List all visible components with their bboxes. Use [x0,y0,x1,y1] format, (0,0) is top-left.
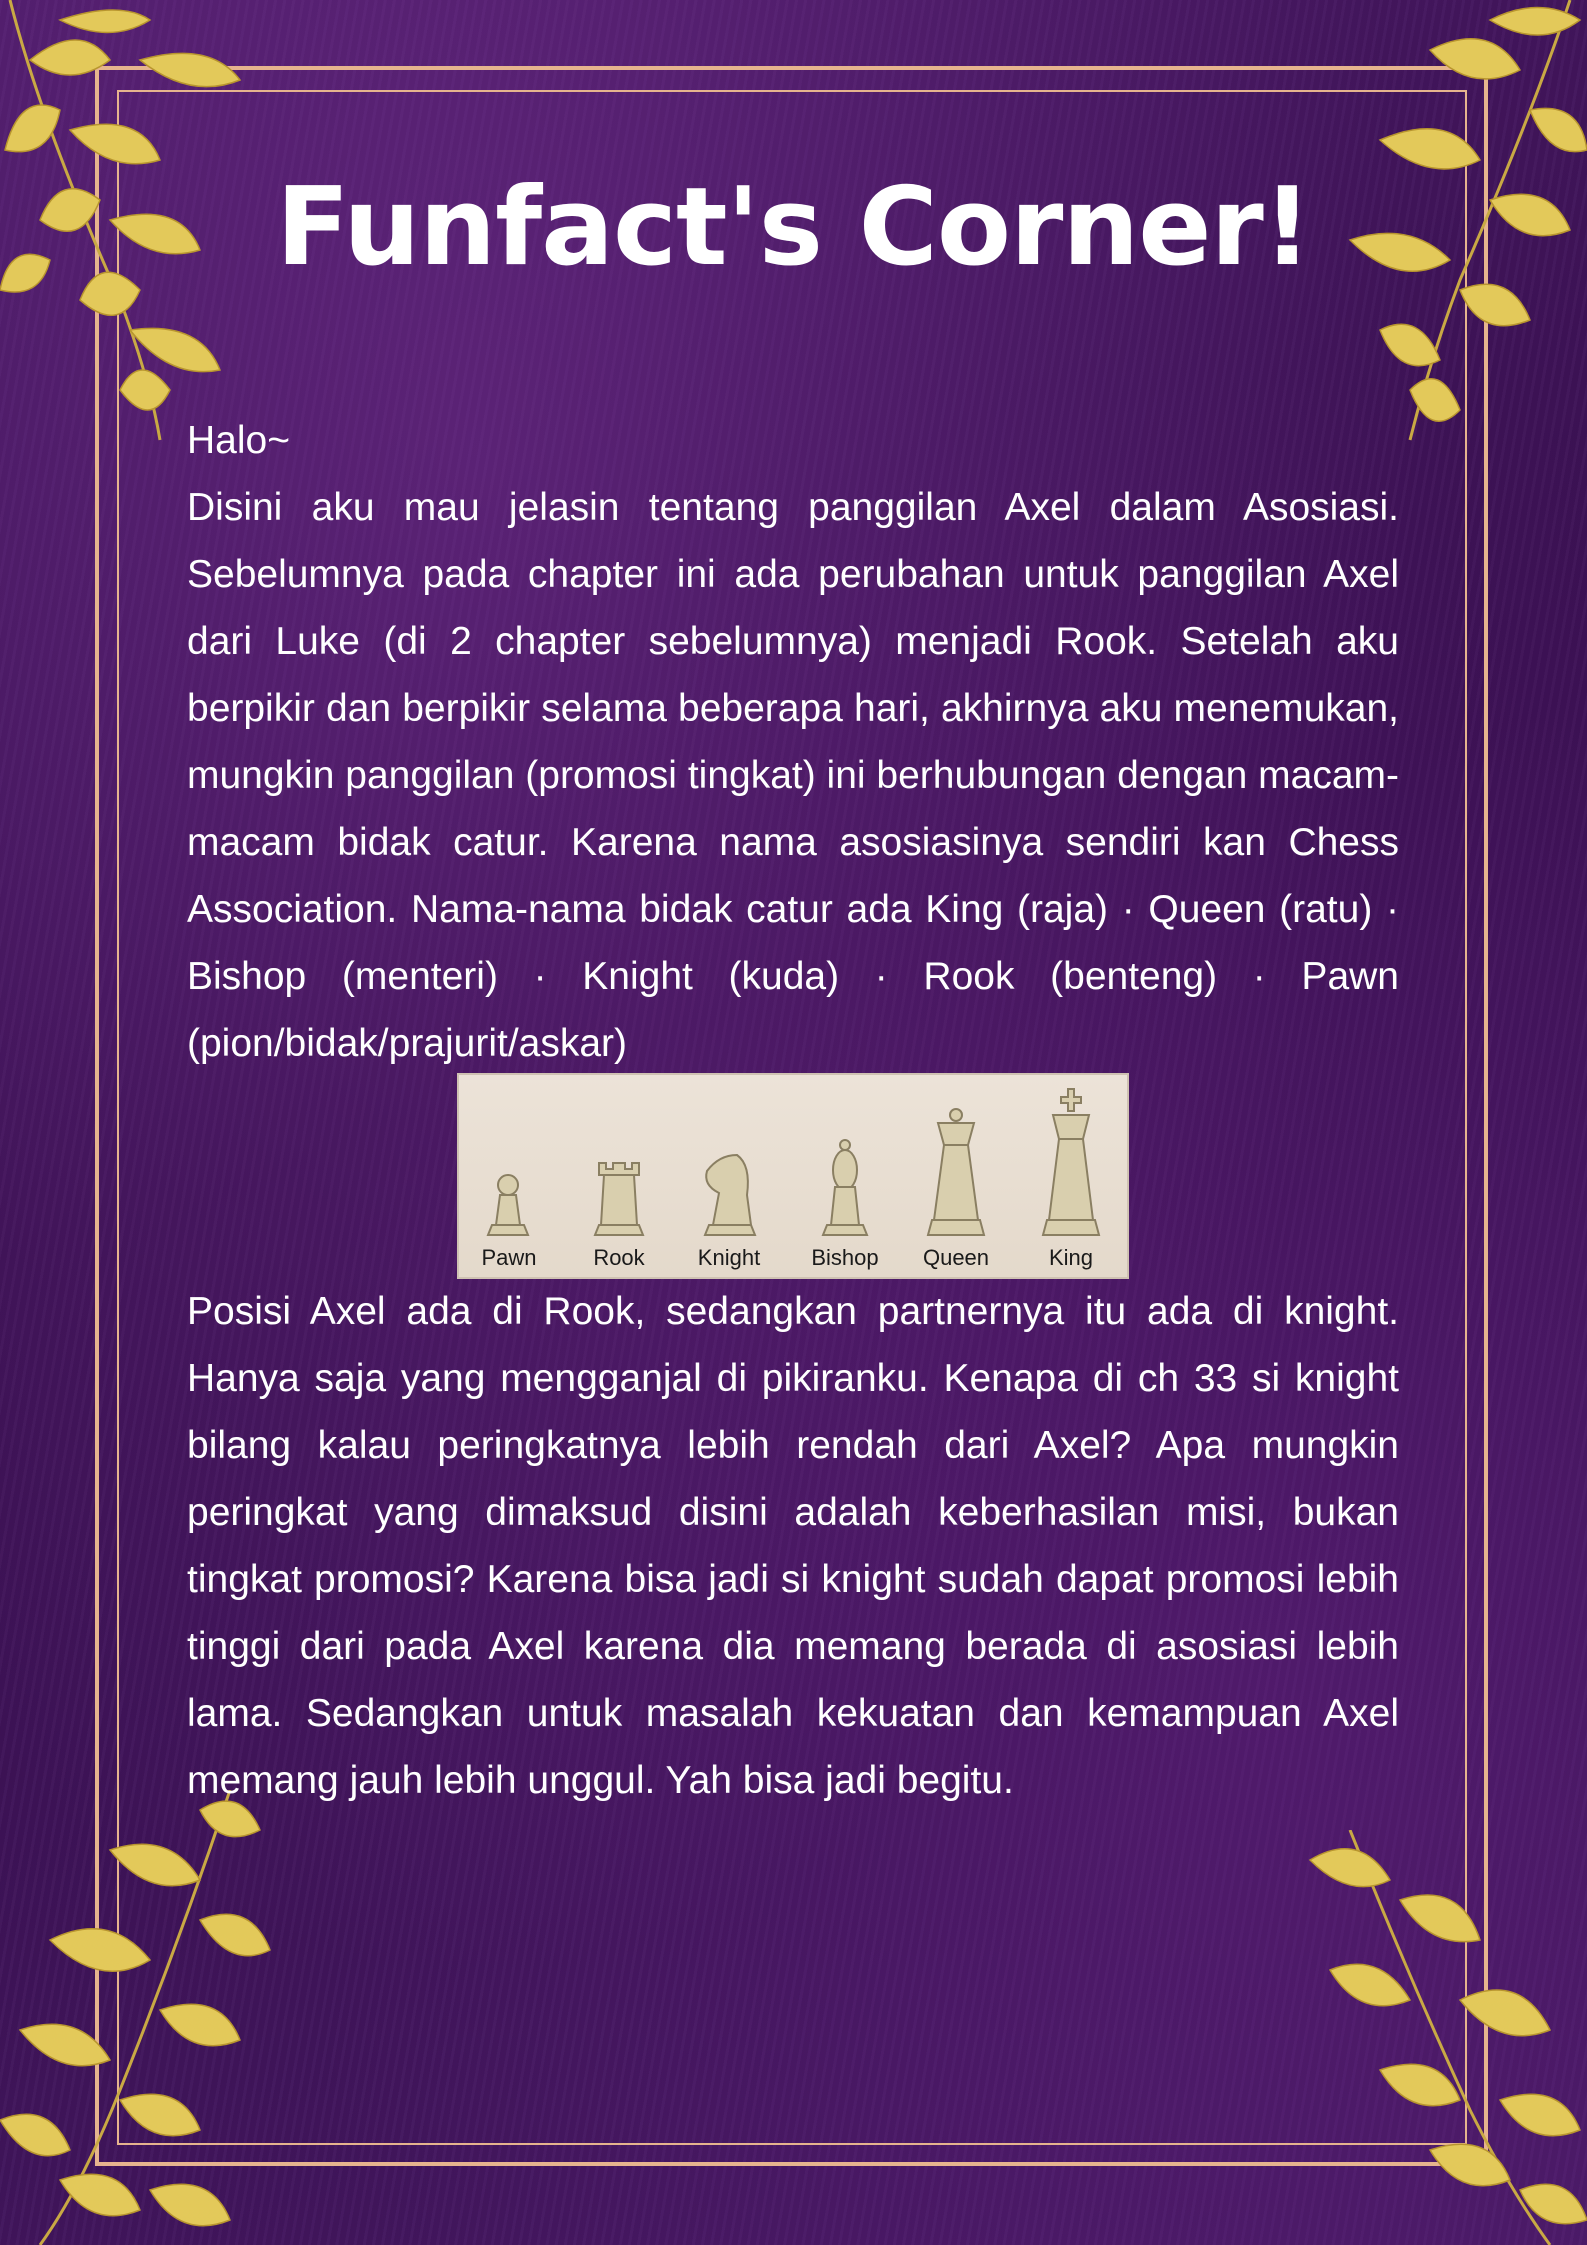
knight-piece [705,1155,755,1235]
rook-piece [595,1163,643,1235]
piece-label-rook: Rook [593,1245,645,1270]
piece-label-pawn: Pawn [481,1245,537,1270]
bottom-left-leaves-decoration [0,1790,300,2245]
paragraph-intro: Disini aku mau jelasin tentang panggilan Axel dalam Asosiasi. Sebelumnya pada chapter ini ada perubahan untuk panggilan Axel dari Luke (di 2 chapter sebelumnya) menjadi Rook. Setelah aku berpikir dan berpikir selama beberapa hari, akhirnya aku menemukan, mungkin panggilan (promosi tingkat) ini berhubungan dengan macam-macam bidak catur. Karena nama asosiasinya sendiri kan Chess Association. Nama-nama bidak catur ada King (raja) · Queen (ratu) · Bishop (menteri) · Knight (kuda) · Rook (benteng) · Pawn (pion/bidak/prajurit/askar) [187,486,1399,1065]
greeting-text: Halo~ [187,419,290,462]
queen-piece [928,1109,984,1235]
page-title: Funfact's Corner! [276,165,1311,290]
piece-label-king: King [1048,1245,1094,1270]
chess-piece-labels [459,1245,1127,1275]
paragraph-explanation: Posisi Axel ada di Rook, sedangkan partnernya itu ada di knight. Hanya saja yang mengganjal di pikiranku. Kenapa di ch 33 si knight bilang kalau peringkatnya lebih rendah dari Axel? Apa mungkin peringkat yang dimaksud disini adalah keberhasilan misi, bukan tingkat promosi? Karena bisa jadi si knight sudah dapat promosi lebih tinggi dari pada Axel karena dia memang berada di asosiasi lebih lama. Sedangkan untuk masalah kekuatan dan kemampuan Axel memang jauh lebih unggul. Yah bisa jadi begitu. [187,1290,1399,1802]
chess-pieces-image [457,1073,1129,1279]
pawn-piece [488,1175,528,1235]
bishop-piece [823,1140,867,1235]
king-piece [1043,1089,1099,1235]
piece-label-queen: Queen [922,1245,990,1270]
piece-label-bishop: Bishop [811,1245,879,1270]
piece-label-knight: Knight [697,1245,761,1270]
bottom-right-leaves-decoration [1290,1830,1587,2245]
